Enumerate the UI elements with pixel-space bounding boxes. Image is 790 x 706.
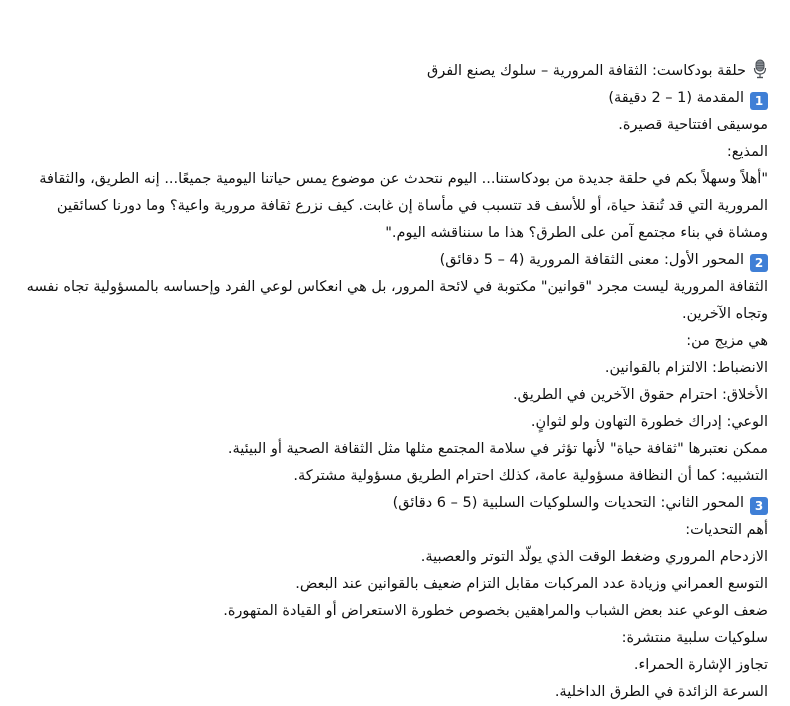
title-text: حلقة بودكاست: الثقافة المرورية – سلوك يصنع الفرق bbox=[426, 63, 746, 79]
section-heading-text: المحور الأول: معنى الثقافة المرورية (4 – 5 دقائق) bbox=[439, 252, 744, 268]
list-item: ضعف الوعي عند بعض الشباب والمراهقين بخصوص خطورة الاستعراض أو القيادة المتهورة. bbox=[223, 603, 768, 619]
section-heading-axis1 bbox=[22, 247, 768, 274]
section-heading-axis2 bbox=[22, 490, 768, 517]
section-heading-text: المقدمة (1 – 2 دقيقة) bbox=[608, 90, 744, 106]
mix-label: هي مزيج من: bbox=[686, 333, 768, 349]
host-label: المذيع: bbox=[726, 144, 768, 160]
section-heading-intro bbox=[22, 85, 768, 112]
challenges-label: أهم التحديات: bbox=[685, 522, 768, 538]
analogy-line: التشبيه: كما أن النظافة مسؤولية عامة، كذلك احترام الطريق مسؤولية مشتركة. bbox=[293, 468, 768, 484]
axis1-paragraph: الثقافة المرورية ليست مجرد "قوانين" مكتوبة في لائحة المرور، بل هي انعكاس لوعي الفرد وإحساسه بالمسؤولية تجاه نفسه وتجاه الآخرين. bbox=[26, 279, 768, 322]
list-item: الأخلاق: احترام حقوق الآخرين في الطريق. bbox=[513, 387, 768, 403]
list-item: الازدحام المروري وضغط الوقت الذي يولّد التوتر والعصبية. bbox=[420, 549, 768, 565]
list-item: السرعة الزائدة في الطرق الداخلية. bbox=[554, 684, 768, 700]
list-item: الانضباط: الالتزام بالقوانين. bbox=[604, 360, 768, 376]
section-heading-text: المحور الثاني: التحديات والسلوكيات السلبية (5 – 6 دقائق) bbox=[392, 495, 744, 511]
list-item: تجاوز الإشارة الحمراء. bbox=[633, 657, 768, 673]
culture-line: ممكن نعتبرها "ثقافة حياة" لأنها تؤثر في سلامة المجتمع مثلها مثل الثقافة الصحية أو البيئية. bbox=[227, 441, 768, 457]
host-quote: "أهلاً وسهلاً بكم في حلقة جديدة من بودكاستنا... اليوم نتحدث عن موضوع يمس حياتنا اليومية جميعًا... إنه الطريق، والثقافة المرورية التي قد تُنقذ حياة، أو للأسف قد تتسبب في مأساة إن غابت. كيف نزرع ثقافة مرورية واعية؟ وما دورنا كسائقين ومشاة في بناء مجتمع آمن على الطرق؟ هذا ما سنناقشه اليوم." bbox=[39, 171, 768, 241]
list-item: التوسع العمراني وزيادة عدد المركبات مقابل التزام ضعيف بالقوانين عند البعض. bbox=[295, 576, 768, 592]
behaviors-label: سلوكيات سلبية منتشرة: bbox=[621, 630, 768, 646]
section-number-badge: 3 bbox=[750, 497, 768, 515]
section-number-badge: 2 bbox=[750, 254, 768, 272]
document-title bbox=[22, 58, 768, 85]
intro-music-line: موسيقى افتتاحية قصيرة. bbox=[618, 117, 768, 133]
list-item: الوعي: إدراك خطورة التهاون ولو لثوانٍ. bbox=[530, 414, 768, 430]
microphone-icon bbox=[752, 59, 768, 79]
section-number-badge: 1 bbox=[750, 92, 768, 110]
